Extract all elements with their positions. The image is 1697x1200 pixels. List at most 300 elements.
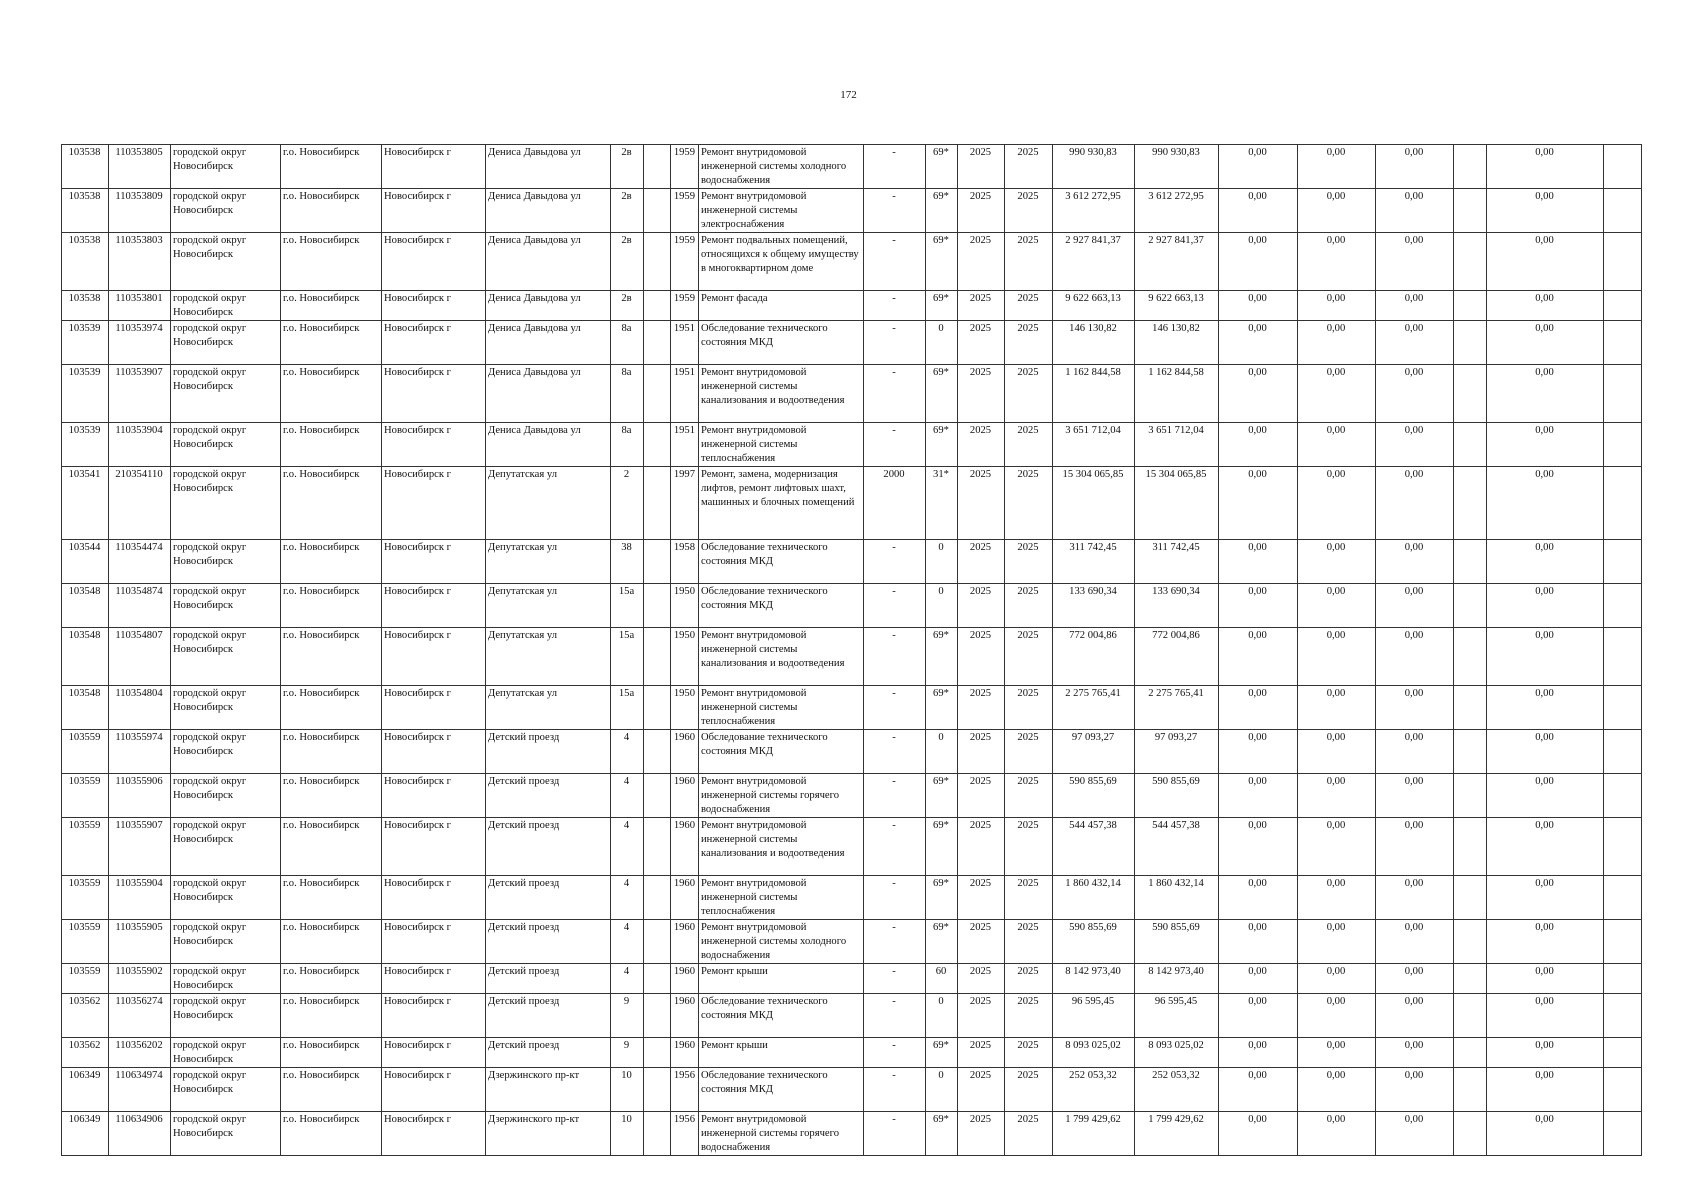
cell-municipality: г.о. Новосибирск xyxy=(281,920,382,964)
cell-corpus xyxy=(644,321,671,365)
cell-city: Новосибирск г xyxy=(382,145,486,189)
cell-volume: - xyxy=(864,964,926,994)
cell-volume: - xyxy=(864,321,926,365)
cell-year-end: 2025 xyxy=(1005,189,1053,233)
cell-amount-4 xyxy=(1454,730,1487,774)
table-row xyxy=(62,920,1642,964)
cell-object-id: 103559 xyxy=(62,774,109,818)
cell-work-code: 110353803 xyxy=(109,233,171,291)
cell-fund-cost: 1 162 844,58 xyxy=(1135,365,1219,423)
cell-total-cost: 772 004,86 xyxy=(1053,628,1135,686)
cell-year-end: 2025 xyxy=(1005,365,1053,423)
cell-year: 1960 xyxy=(671,920,699,964)
cell-amount-2: 0,00 xyxy=(1298,321,1376,365)
cell-year-end: 2025 xyxy=(1005,423,1053,467)
cell-year-end: 2025 xyxy=(1005,818,1053,876)
cell-house: 4 xyxy=(611,730,644,774)
cell-wear-percent: 0 xyxy=(926,321,958,365)
cell-municipality: г.о. Новосибирск xyxy=(281,628,382,686)
cell-amount-2: 0,00 xyxy=(1298,365,1376,423)
cell-fund-cost: 2 275 765,41 xyxy=(1135,686,1219,730)
cell-year-start: 2025 xyxy=(958,233,1005,291)
cell-total-cost: 2 927 841,37 xyxy=(1053,233,1135,291)
cell-year-end: 2025 xyxy=(1005,540,1053,584)
cell-street: Детский проезд xyxy=(486,964,611,994)
cell-work-code: 110353801 xyxy=(109,291,171,321)
cell-wear-percent: 69* xyxy=(926,628,958,686)
cell-object-id: 103559 xyxy=(62,964,109,994)
cell-house: 8а xyxy=(611,321,644,365)
cell-object-id: 103538 xyxy=(62,145,109,189)
cell-amount-4 xyxy=(1454,920,1487,964)
cell-district: городской округ Новосибирск xyxy=(171,920,281,964)
cell-corpus xyxy=(644,365,671,423)
table-row xyxy=(62,686,1642,730)
cell-street: Дениса Давыдова ул xyxy=(486,145,611,189)
cell-volume: - xyxy=(864,145,926,189)
cell-amount-4 xyxy=(1454,189,1487,233)
cell-amount-6 xyxy=(1604,189,1642,233)
cell-object-id: 103559 xyxy=(62,920,109,964)
cell-amount-4 xyxy=(1454,1038,1487,1068)
table-row xyxy=(62,467,1642,540)
cell-wear-percent: 0 xyxy=(926,730,958,774)
cell-amount-4 xyxy=(1454,1068,1487,1112)
cell-amount-3: 0,00 xyxy=(1376,584,1454,628)
cell-object-id: 103538 xyxy=(62,233,109,291)
cell-amount-2: 0,00 xyxy=(1298,730,1376,774)
cell-work-type: Ремонт внутридомовой инженерной системы канализования и водоотведения xyxy=(699,628,864,686)
cell-year-start: 2025 xyxy=(958,920,1005,964)
cell-amount-3: 0,00 xyxy=(1376,876,1454,920)
cell-street: Дзержинского пр-кт xyxy=(486,1112,611,1156)
cell-amount-2: 0,00 xyxy=(1298,145,1376,189)
cell-district: городской округ Новосибирск xyxy=(171,145,281,189)
table-row xyxy=(62,291,1642,321)
cell-city: Новосибирск г xyxy=(382,233,486,291)
cell-volume: - xyxy=(864,1038,926,1068)
cell-amount-5: 0,00 xyxy=(1487,964,1604,994)
cell-amount-3: 0,00 xyxy=(1376,686,1454,730)
cell-total-cost: 3 612 272,95 xyxy=(1053,189,1135,233)
cell-volume: - xyxy=(864,189,926,233)
cell-object-id: 103541 xyxy=(62,467,109,540)
cell-amount-1: 0,00 xyxy=(1219,628,1298,686)
cell-amount-4 xyxy=(1454,145,1487,189)
cell-street: Депутатская ул xyxy=(486,467,611,540)
cell-amount-6 xyxy=(1604,1038,1642,1068)
cell-total-cost: 8 142 973,40 xyxy=(1053,964,1135,994)
table-row xyxy=(62,1112,1642,1156)
cell-amount-2: 0,00 xyxy=(1298,920,1376,964)
cell-object-id: 103548 xyxy=(62,686,109,730)
cell-district: городской округ Новосибирск xyxy=(171,818,281,876)
cell-corpus xyxy=(644,994,671,1038)
cell-amount-6 xyxy=(1604,994,1642,1038)
cell-volume: - xyxy=(864,1112,926,1156)
cell-fund-cost: 96 595,45 xyxy=(1135,994,1219,1038)
cell-wear-percent: 0 xyxy=(926,994,958,1038)
cell-amount-6 xyxy=(1604,467,1642,540)
cell-street: Детский проезд xyxy=(486,774,611,818)
cell-city: Новосибирск г xyxy=(382,467,486,540)
cell-year: 1960 xyxy=(671,1038,699,1068)
cell-house: 2 xyxy=(611,467,644,540)
cell-amount-4 xyxy=(1454,540,1487,584)
cell-work-type: Ремонт крыши xyxy=(699,1038,864,1068)
cell-volume: - xyxy=(864,291,926,321)
table-row xyxy=(62,365,1642,423)
cell-corpus xyxy=(644,876,671,920)
cell-work-type: Ремонт, замена, модернизация лифтов, ремонт лифтовых шахт, машинных и блочных помещений xyxy=(699,467,864,540)
cell-amount-1: 0,00 xyxy=(1219,994,1298,1038)
cell-district: городской округ Новосибирск xyxy=(171,423,281,467)
table-row xyxy=(62,540,1642,584)
cell-object-id: 103559 xyxy=(62,876,109,920)
cell-volume: - xyxy=(864,818,926,876)
cell-street: Дениса Давыдова ул xyxy=(486,189,611,233)
cell-wear-percent: 69* xyxy=(926,876,958,920)
cell-amount-5: 0,00 xyxy=(1487,467,1604,540)
cell-object-id: 103559 xyxy=(62,730,109,774)
cell-total-cost: 1 799 429,62 xyxy=(1053,1112,1135,1156)
cell-fund-cost: 133 690,34 xyxy=(1135,584,1219,628)
cell-wear-percent: 69* xyxy=(926,365,958,423)
cell-amount-3: 0,00 xyxy=(1376,233,1454,291)
cell-volume: - xyxy=(864,774,926,818)
cell-amount-2: 0,00 xyxy=(1298,876,1376,920)
cell-amount-3: 0,00 xyxy=(1376,1068,1454,1112)
cell-amount-5: 0,00 xyxy=(1487,1068,1604,1112)
cell-amount-3: 0,00 xyxy=(1376,964,1454,994)
cell-house: 10 xyxy=(611,1112,644,1156)
cell-fund-cost: 3 612 272,95 xyxy=(1135,189,1219,233)
cell-work-type: Ремонт внутридомовой инженерной системы теплоснабжения xyxy=(699,876,864,920)
cell-amount-5: 0,00 xyxy=(1487,321,1604,365)
cell-house: 9 xyxy=(611,994,644,1038)
cell-house: 4 xyxy=(611,920,644,964)
cell-amount-3: 0,00 xyxy=(1376,291,1454,321)
table-row xyxy=(62,876,1642,920)
cell-total-cost: 15 304 065,85 xyxy=(1053,467,1135,540)
cell-district: городской округ Новосибирск xyxy=(171,233,281,291)
registry-table xyxy=(61,144,1642,1156)
cell-amount-3: 0,00 xyxy=(1376,994,1454,1038)
cell-municipality: г.о. Новосибирск xyxy=(281,540,382,584)
cell-house: 15а xyxy=(611,686,644,730)
cell-street: Депутатская ул xyxy=(486,540,611,584)
cell-district: городской округ Новосибирск xyxy=(171,189,281,233)
cell-volume: - xyxy=(864,730,926,774)
cell-amount-3: 0,00 xyxy=(1376,818,1454,876)
cell-city: Новосибирск г xyxy=(382,1068,486,1112)
cell-year: 1960 xyxy=(671,876,699,920)
cell-work-code: 110355906 xyxy=(109,774,171,818)
cell-amount-2: 0,00 xyxy=(1298,467,1376,540)
cell-object-id: 103539 xyxy=(62,423,109,467)
cell-volume: - xyxy=(864,423,926,467)
cell-work-code: 210354110 xyxy=(109,467,171,540)
cell-work-type: Обследование технического состояния МКД xyxy=(699,1068,864,1112)
cell-amount-6 xyxy=(1604,876,1642,920)
cell-amount-1: 0,00 xyxy=(1219,291,1298,321)
cell-corpus xyxy=(644,964,671,994)
cell-corpus xyxy=(644,467,671,540)
cell-work-code: 110353974 xyxy=(109,321,171,365)
cell-amount-6 xyxy=(1604,686,1642,730)
cell-amount-2: 0,00 xyxy=(1298,994,1376,1038)
cell-amount-5: 0,00 xyxy=(1487,291,1604,321)
cell-amount-3: 0,00 xyxy=(1376,628,1454,686)
table-row xyxy=(62,818,1642,876)
cell-district: городской округ Новосибирск xyxy=(171,876,281,920)
cell-volume: - xyxy=(864,994,926,1038)
cell-wear-percent: 0 xyxy=(926,540,958,584)
cell-object-id: 103539 xyxy=(62,321,109,365)
cell-street: Детский проезд xyxy=(486,994,611,1038)
cell-work-code: 110356202 xyxy=(109,1038,171,1068)
cell-year: 1960 xyxy=(671,774,699,818)
cell-wear-percent: 69* xyxy=(926,189,958,233)
cell-city: Новосибирск г xyxy=(382,818,486,876)
cell-work-type: Ремонт внутридомовой инженерной системы горячего водоснабжения xyxy=(699,1112,864,1156)
page-number: 172 xyxy=(840,89,857,101)
cell-fund-cost: 990 930,83 xyxy=(1135,145,1219,189)
cell-wear-percent: 69* xyxy=(926,1038,958,1068)
cell-amount-6 xyxy=(1604,584,1642,628)
cell-year: 1960 xyxy=(671,964,699,994)
table-row xyxy=(62,321,1642,365)
cell-city: Новосибирск г xyxy=(382,584,486,628)
cell-amount-5: 0,00 xyxy=(1487,628,1604,686)
cell-wear-percent: 69* xyxy=(926,233,958,291)
cell-district: городской округ Новосибирск xyxy=(171,321,281,365)
cell-total-cost: 96 595,45 xyxy=(1053,994,1135,1038)
cell-fund-cost: 3 651 712,04 xyxy=(1135,423,1219,467)
table-row xyxy=(62,628,1642,686)
cell-work-code: 110355974 xyxy=(109,730,171,774)
cell-year: 1951 xyxy=(671,423,699,467)
cell-object-id: 103562 xyxy=(62,1038,109,1068)
cell-corpus xyxy=(644,1068,671,1112)
cell-amount-4 xyxy=(1454,686,1487,730)
cell-city: Новосибирск г xyxy=(382,365,486,423)
cell-year-start: 2025 xyxy=(958,540,1005,584)
cell-total-cost: 990 930,83 xyxy=(1053,145,1135,189)
cell-wear-percent: 0 xyxy=(926,1068,958,1112)
cell-object-id: 103562 xyxy=(62,994,109,1038)
cell-city: Новосибирск г xyxy=(382,1038,486,1068)
cell-total-cost: 590 855,69 xyxy=(1053,774,1135,818)
cell-year: 1959 xyxy=(671,233,699,291)
cell-work-type: Ремонт подвальных помещений, относящихся к общему имуществу в многоквартирном доме xyxy=(699,233,864,291)
cell-amount-5: 0,00 xyxy=(1487,145,1604,189)
cell-work-type: Ремонт фасада xyxy=(699,291,864,321)
cell-work-type: Обследование технического состояния МКД xyxy=(699,994,864,1038)
cell-street: Депутатская ул xyxy=(486,628,611,686)
cell-amount-6 xyxy=(1604,1112,1642,1156)
cell-year: 1959 xyxy=(671,189,699,233)
cell-year-start: 2025 xyxy=(958,876,1005,920)
cell-house: 2в xyxy=(611,233,644,291)
cell-year-start: 2025 xyxy=(958,818,1005,876)
cell-work-code: 110355904 xyxy=(109,876,171,920)
cell-amount-4 xyxy=(1454,818,1487,876)
cell-house: 9 xyxy=(611,1038,644,1068)
cell-corpus xyxy=(644,189,671,233)
cell-year-end: 2025 xyxy=(1005,1068,1053,1112)
cell-amount-1: 0,00 xyxy=(1219,321,1298,365)
cell-amount-1: 0,00 xyxy=(1219,920,1298,964)
cell-amount-6 xyxy=(1604,964,1642,994)
cell-amount-2: 0,00 xyxy=(1298,540,1376,584)
cell-wear-percent: 69* xyxy=(926,920,958,964)
cell-amount-5: 0,00 xyxy=(1487,730,1604,774)
cell-amount-5: 0,00 xyxy=(1487,1112,1604,1156)
cell-street: Депутатская ул xyxy=(486,686,611,730)
cell-city: Новосибирск г xyxy=(382,189,486,233)
cell-city: Новосибирск г xyxy=(382,730,486,774)
cell-volume: 2000 xyxy=(864,467,926,540)
cell-amount-4 xyxy=(1454,291,1487,321)
cell-year-start: 2025 xyxy=(958,145,1005,189)
cell-amount-3: 0,00 xyxy=(1376,423,1454,467)
cell-fund-cost: 97 093,27 xyxy=(1135,730,1219,774)
cell-amount-2: 0,00 xyxy=(1298,1068,1376,1112)
cell-year: 1956 xyxy=(671,1112,699,1156)
cell-year-end: 2025 xyxy=(1005,774,1053,818)
cell-corpus xyxy=(644,423,671,467)
cell-year: 1959 xyxy=(671,291,699,321)
cell-total-cost: 146 130,82 xyxy=(1053,321,1135,365)
cell-year-end: 2025 xyxy=(1005,233,1053,291)
cell-street: Дениса Давыдова ул xyxy=(486,423,611,467)
cell-corpus xyxy=(644,540,671,584)
cell-total-cost: 590 855,69 xyxy=(1053,920,1135,964)
cell-corpus xyxy=(644,1038,671,1068)
table-row xyxy=(62,1038,1642,1068)
cell-district: городской округ Новосибирск xyxy=(171,540,281,584)
cell-work-type: Обследование технического состояния МКД xyxy=(699,540,864,584)
cell-municipality: г.о. Новосибирск xyxy=(281,321,382,365)
cell-work-code: 110356274 xyxy=(109,994,171,1038)
cell-municipality: г.о. Новосибирск xyxy=(281,994,382,1038)
cell-amount-5: 0,00 xyxy=(1487,365,1604,423)
cell-street: Депутатская ул xyxy=(486,584,611,628)
cell-amount-1: 0,00 xyxy=(1219,145,1298,189)
cell-year-start: 2025 xyxy=(958,584,1005,628)
cell-work-code: 110354474 xyxy=(109,540,171,584)
cell-work-code: 110355907 xyxy=(109,818,171,876)
cell-work-type: Обследование технического состояния МКД xyxy=(699,730,864,774)
cell-wear-percent: 69* xyxy=(926,774,958,818)
cell-house: 2в xyxy=(611,291,644,321)
cell-volume: - xyxy=(864,1068,926,1112)
cell-wear-percent: 69* xyxy=(926,1112,958,1156)
cell-year-start: 2025 xyxy=(958,467,1005,540)
cell-amount-2: 0,00 xyxy=(1298,1038,1376,1068)
cell-district: городской округ Новосибирск xyxy=(171,628,281,686)
cell-city: Новосибирск г xyxy=(382,964,486,994)
cell-year: 1960 xyxy=(671,730,699,774)
cell-municipality: г.о. Новосибирск xyxy=(281,686,382,730)
cell-fund-cost: 590 855,69 xyxy=(1135,920,1219,964)
cell-city: Новосибирск г xyxy=(382,876,486,920)
cell-volume: - xyxy=(864,584,926,628)
cell-fund-cost: 1 799 429,62 xyxy=(1135,1112,1219,1156)
cell-amount-5: 0,00 xyxy=(1487,584,1604,628)
cell-fund-cost: 146 130,82 xyxy=(1135,321,1219,365)
cell-amount-2: 0,00 xyxy=(1298,628,1376,686)
cell-corpus xyxy=(644,291,671,321)
cell-amount-4 xyxy=(1454,994,1487,1038)
cell-total-cost: 544 457,38 xyxy=(1053,818,1135,876)
cell-amount-2: 0,00 xyxy=(1298,233,1376,291)
cell-corpus xyxy=(644,818,671,876)
cell-corpus xyxy=(644,145,671,189)
cell-wear-percent: 0 xyxy=(926,584,958,628)
cell-municipality: г.о. Новосибирск xyxy=(281,145,382,189)
cell-fund-cost: 590 855,69 xyxy=(1135,774,1219,818)
cell-amount-5: 0,00 xyxy=(1487,920,1604,964)
cell-year-end: 2025 xyxy=(1005,994,1053,1038)
cell-work-code: 110355905 xyxy=(109,920,171,964)
cell-work-code: 110354874 xyxy=(109,584,171,628)
cell-year-start: 2025 xyxy=(958,291,1005,321)
cell-house: 4 xyxy=(611,774,644,818)
cell-amount-6 xyxy=(1604,423,1642,467)
cell-amount-2: 0,00 xyxy=(1298,686,1376,730)
table-row xyxy=(62,233,1642,291)
cell-amount-6 xyxy=(1604,774,1642,818)
cell-fund-cost: 772 004,86 xyxy=(1135,628,1219,686)
cell-object-id: 106349 xyxy=(62,1112,109,1156)
cell-work-type: Обследование технического состояния МКД xyxy=(699,321,864,365)
cell-street: Дзержинского пр-кт xyxy=(486,1068,611,1112)
cell-amount-6 xyxy=(1604,920,1642,964)
cell-wear-percent: 69* xyxy=(926,145,958,189)
cell-house: 2в xyxy=(611,189,644,233)
cell-amount-3: 0,00 xyxy=(1376,321,1454,365)
cell-amount-4 xyxy=(1454,233,1487,291)
cell-municipality: г.о. Новосибирск xyxy=(281,876,382,920)
cell-amount-2: 0,00 xyxy=(1298,818,1376,876)
cell-year: 1960 xyxy=(671,994,699,1038)
cell-amount-1: 0,00 xyxy=(1219,876,1298,920)
cell-year: 1951 xyxy=(671,365,699,423)
cell-fund-cost: 252 053,32 xyxy=(1135,1068,1219,1112)
cell-wear-percent: 69* xyxy=(926,818,958,876)
cell-volume: - xyxy=(864,540,926,584)
cell-amount-2: 0,00 xyxy=(1298,774,1376,818)
cell-amount-4 xyxy=(1454,628,1487,686)
cell-total-cost: 8 093 025,02 xyxy=(1053,1038,1135,1068)
cell-fund-cost: 8 142 973,40 xyxy=(1135,964,1219,994)
cell-municipality: г.о. Новосибирск xyxy=(281,1038,382,1068)
cell-year-start: 2025 xyxy=(958,365,1005,423)
cell-amount-5: 0,00 xyxy=(1487,876,1604,920)
cell-year-start: 2025 xyxy=(958,994,1005,1038)
cell-wear-percent: 69* xyxy=(926,686,958,730)
cell-amount-3: 0,00 xyxy=(1376,730,1454,774)
cell-municipality: г.о. Новосибирск xyxy=(281,584,382,628)
table-row xyxy=(62,774,1642,818)
cell-wear-percent: 69* xyxy=(926,423,958,467)
cell-amount-1: 0,00 xyxy=(1219,1112,1298,1156)
cell-year: 1959 xyxy=(671,145,699,189)
cell-amount-1: 0,00 xyxy=(1219,1068,1298,1112)
cell-amount-1: 0,00 xyxy=(1219,233,1298,291)
